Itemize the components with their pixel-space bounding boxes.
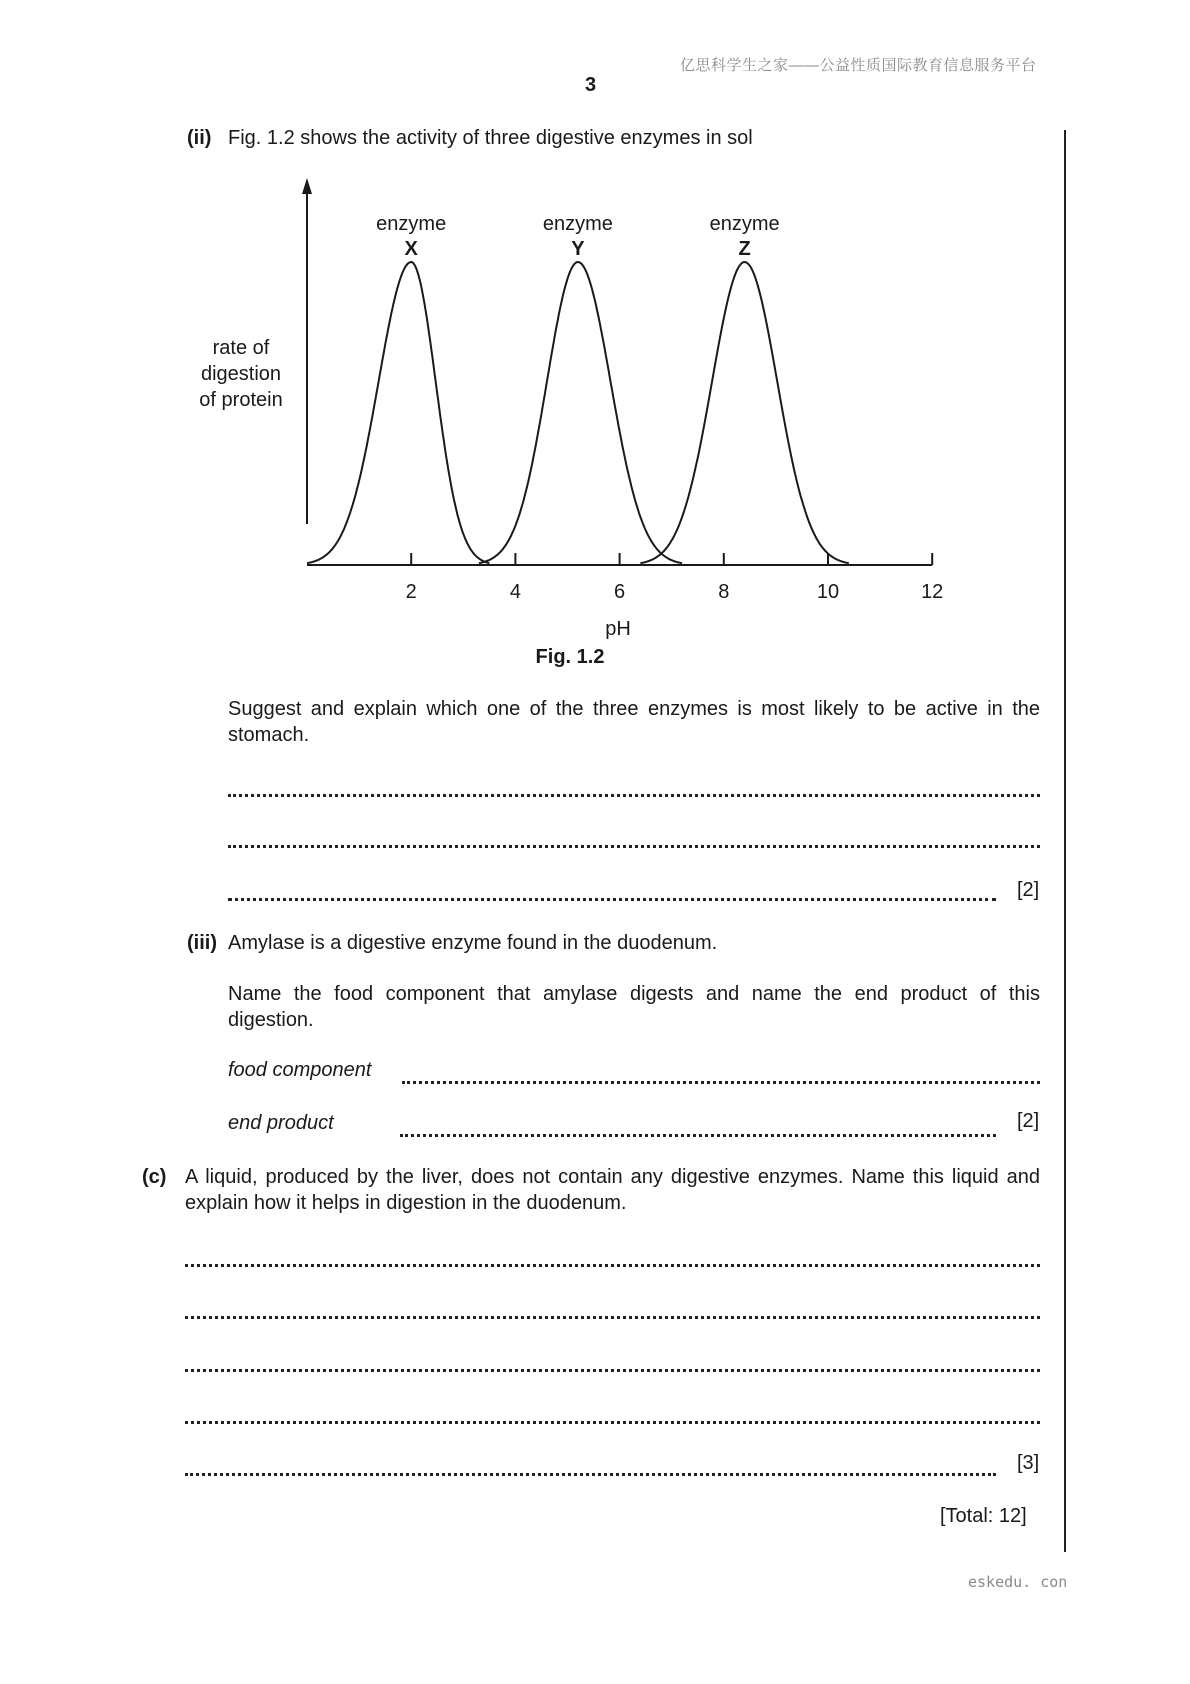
food-component-answer-line[interactable] — [402, 1081, 1040, 1084]
y-axis-label-line-1: rate of — [212, 337, 270, 359]
question-iii-text: Name the food component that amylase digests and name the end product of this digestion. — [228, 983, 1040, 1031]
y-axis-label-line-3: of protein — [199, 389, 283, 411]
header-watermark: 亿思科学生之家——公益性质国际教育信息服务平台 — [680, 57, 1037, 74]
answer-line[interactable] — [185, 1473, 996, 1476]
x-tick-label: 6 — [614, 581, 626, 603]
x-tick-label: 8 — [718, 581, 730, 603]
question-iii-statement: Amylase is a digestive enzyme found in the duodenum. — [228, 932, 718, 954]
marks-ii: [2] — [1017, 879, 1040, 901]
series-label-letter: Z — [738, 238, 751, 260]
series-label-enzyme: enzyme — [376, 213, 447, 235]
x-tick-label: 12 — [921, 581, 944, 603]
curve-enzyme-z — [640, 262, 848, 563]
marks-iii: [2] — [1017, 1110, 1040, 1132]
question-ii-text: Suggest and explain which one of the three enzymes is most likely to be active in the stomach. — [228, 698, 1040, 746]
footer-watermark: eskedu. con — [968, 1573, 1068, 1591]
figure-caption: Fig. 1.2 — [535, 646, 605, 668]
enzyme-activity-chart — [0, 0, 1190, 680]
end-product-answer-line[interactable] — [400, 1134, 996, 1137]
x-tick-label: 2 — [405, 581, 417, 603]
total-marks: [Total: 12] — [940, 1505, 1027, 1527]
marks-c: [3] — [1017, 1452, 1040, 1474]
question-ii-intro: Fig. 1.2 shows the activity of three digestive enzymes in sol — [228, 127, 753, 149]
question-c-text: A liquid, produced by the liver, does not contain any digestive enzymes. Name this liquid and explain how it helps in digestion in the duodenum. — [185, 1166, 1040, 1214]
series-label-letter: X — [404, 238, 418, 260]
x-axis-label: pH — [605, 618, 631, 640]
food-component-label: food component — [228, 1059, 372, 1081]
end-product-label: end product — [228, 1112, 334, 1134]
series-label-letter: Y — [571, 238, 585, 260]
answer-line[interactable] — [185, 1316, 1040, 1319]
curve-enzyme-y — [479, 262, 682, 563]
series-label-enzyme: enzyme — [709, 213, 780, 235]
answer-line[interactable] — [228, 794, 1040, 797]
answer-line[interactable] — [228, 845, 1040, 848]
answer-line[interactable] — [185, 1264, 1040, 1267]
x-tick-label: 4 — [509, 581, 521, 603]
y-axis-arrow — [302, 178, 312, 194]
question-label-ii: (ii) — [187, 127, 212, 149]
answer-line[interactable] — [185, 1421, 1040, 1424]
series-label-enzyme: enzyme — [542, 213, 613, 235]
page-number: 3 — [585, 74, 597, 96]
answer-line[interactable] — [185, 1369, 1040, 1372]
question-label-c: (c) — [142, 1166, 167, 1188]
answer-line[interactable] — [228, 898, 996, 901]
y-axis-label-line-2: digestion — [200, 363, 282, 385]
x-tick-label: 10 — [816, 581, 840, 603]
question-label-iii: (iii) — [187, 932, 217, 954]
curve-enzyme-x — [307, 262, 489, 563]
